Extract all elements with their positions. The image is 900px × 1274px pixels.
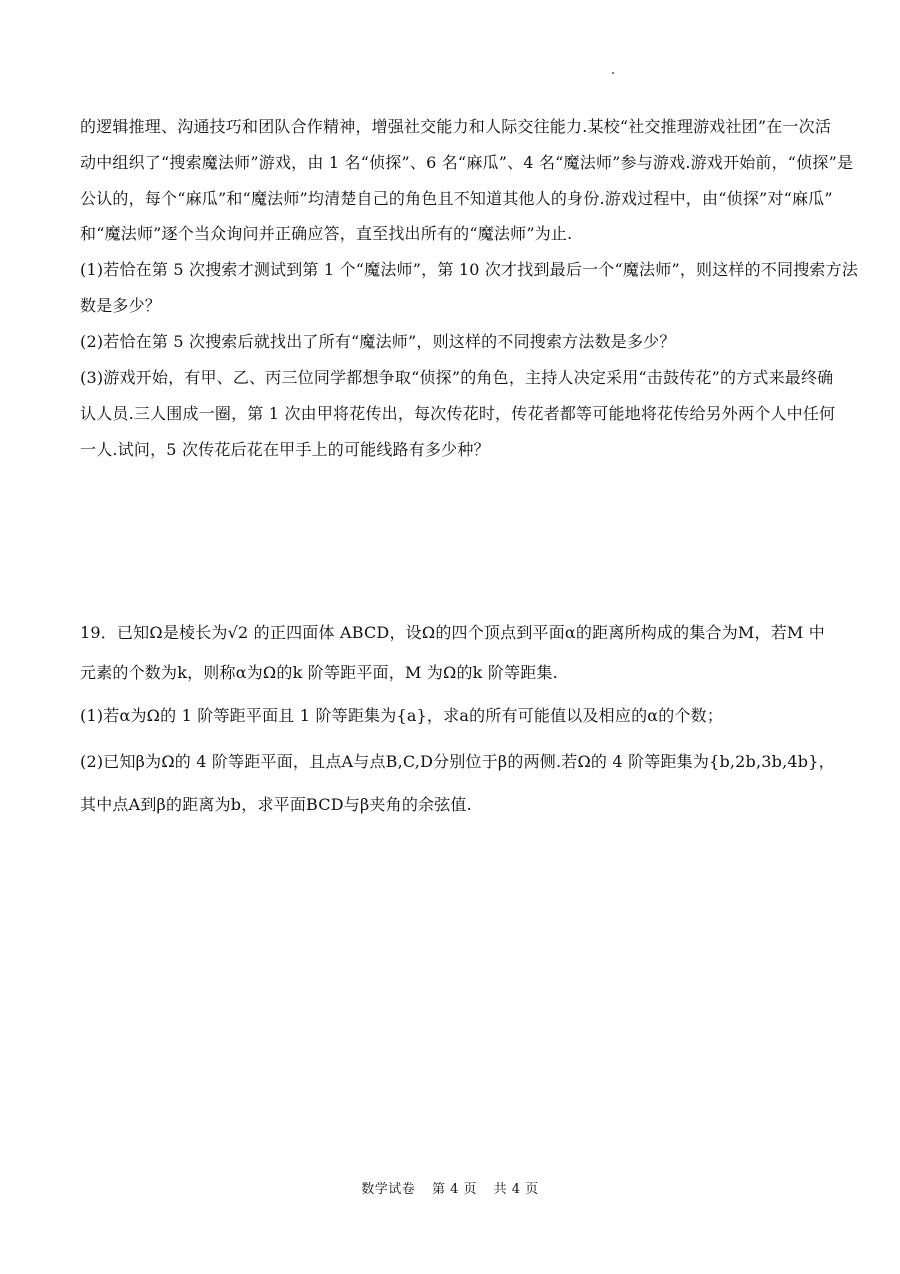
footer-total-pages: 共 4 页 <box>493 1182 539 1197</box>
page-footer <box>0 1180 900 1200</box>
problem18-line-4: 和“魔法师”逐个当众询问并正确应答，直至找出所有的“魔法师”为止. <box>80 224 573 243</box>
problem18-part3-line-1: (3)游戏开始，有甲、乙、丙三位同学都想争取“侦探”的角色，主持人决定采用“击鼓传花”的方式来最终确 <box>80 368 834 387</box>
scan-dot <box>612 72 614 74</box>
problem19-part2-line-1: (2)已知β为Ω的 4 阶等距平面，且点A与点B,C,D分别位于β的两侧.若Ω的 4 阶等距集为{b,2b,3b,4b}， <box>80 752 835 771</box>
footer-page-number: 第 4 页 <box>431 1182 477 1197</box>
problem18-part2: (2)若恰在第 5 次搜索后就找出了所有“魔法师”，则这样的不同搜索方法数是多少？ <box>80 332 676 351</box>
footer-subject: 数学试卷 <box>361 1182 416 1197</box>
problem18-part1-line-2: 数是多少？ <box>80 296 162 315</box>
problem18-line-2: 动中组织了“搜索魔法师”游戏，由 1 名“侦探”、6 名“麻瓜”、4 名“魔法师”参与游戏.游戏开始前，“侦探”是 <box>80 153 854 172</box>
problem18-line-3: 公认的，每个“麻瓜”和“魔法师”均清楚自己的角色且不知道其他人的身份.游戏过程中，由“侦探”对“麻瓜” <box>80 189 833 208</box>
problem19-line-1: 19．已知Ω是棱长为√2 的正四面体 ABCD，设Ω的四个顶点到平面α的距离所构成的集合为M，若M 中 <box>80 623 825 642</box>
problem18-part3-line-3: 一人.试问，5 次传花后花在甲手上的可能线路有多少种？ <box>80 440 490 459</box>
problem19-part2-line-2: 其中点A到β的距离为b，求平面BCD与β夹角的余弦值. <box>80 795 472 814</box>
problem19-line-2: 元素的个数为k，则称α为Ω的k 阶等距平面，M 为Ω的k 阶等距集. <box>80 663 558 682</box>
problem19-part1: (1)若α为Ω的 1 阶等距平面且 1 阶等距集为{a}，求a的所有可能值以及相应的α的个数； <box>80 706 724 725</box>
problem18-part3-line-2: 认人员.三人围成一圈，第 1 次由甲将花传出，每次传花时，传花者都等可能地将花传给另外两个人中任何 <box>80 404 836 423</box>
problem18-line-1: 的逻辑推理、沟通技巧和团队合作精神，增强社交能力和人际交往能力.某校“社交推理游戏社团”在一次活 <box>80 117 832 136</box>
problem18-part1-line-1: (1)若恰在第 5 次搜索才测试到第 1 个“魔法师”，第 10 次才找到最后一个“魔法师”，则这样的不同搜索方法 <box>80 260 859 279</box>
